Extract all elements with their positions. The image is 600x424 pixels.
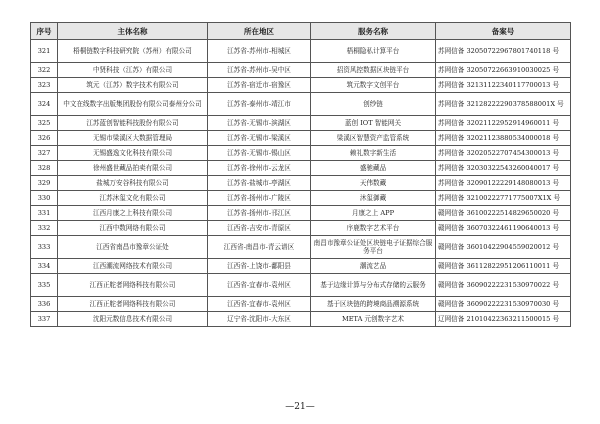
region: 江苏省-无锡市-锡山区 (208, 146, 311, 161)
region: 江苏省-扬州市-广陵区 (208, 191, 311, 206)
record-table (30, 22, 571, 327)
row-index: 334 (31, 259, 58, 274)
table-row (31, 93, 571, 116)
row-index: 331 (31, 206, 58, 221)
table-row (31, 40, 571, 63)
region: 江苏省-苏州市-吴中区 (208, 63, 311, 78)
service-name: 盛驰藏品 (311, 161, 436, 176)
table-row (31, 78, 571, 93)
entity-name: 江西正舵者网络科技有限公司 (58, 297, 208, 312)
service-name: 潮流艺品 (311, 259, 436, 274)
table-row (31, 191, 571, 206)
header-entity: 主体名称 (58, 23, 208, 40)
entity-name: 梧桐链数字科技研究院（苏州）有限公司 (58, 40, 208, 63)
table-row (31, 131, 571, 146)
record-number: 苏网信备 32100222771775007X1X 号 (436, 191, 571, 206)
page-number: —21— (285, 402, 315, 412)
entity-name: 沈阳元数信息技术有限公司 (58, 312, 208, 327)
region: 江苏省-徐州市-云龙区 (208, 161, 311, 176)
table-row (31, 259, 571, 274)
service-name: 招资风控数据区块链平台 (311, 63, 436, 78)
service-name: 月康之上 APP (311, 206, 436, 221)
record-number: 苏网信备 32030322543260040017 号 (436, 161, 571, 176)
service-name: 天伟数藏 (311, 176, 436, 191)
row-index: 330 (31, 191, 58, 206)
row-index: 322 (31, 63, 58, 78)
record-number: 赣网信备 36100222514829650020 号 (436, 206, 571, 221)
entity-name: 盐城万安谷科技有限公司 (58, 176, 208, 191)
table-row (31, 297, 571, 312)
entity-name: 江西月康之上科技有限公司 (58, 206, 208, 221)
record-number: 苏网信备 32050722663910030025 号 (436, 63, 571, 78)
table-row (31, 312, 571, 327)
entity-name: 无锡市梁溪区大数据管理局 (58, 131, 208, 146)
region: 江苏省-宿迁市-宿豫区 (208, 78, 311, 93)
row-index: 325 (31, 116, 58, 131)
table-row (31, 161, 571, 176)
region: 江苏省-盐城市-亭湖区 (208, 176, 311, 191)
table-row (31, 206, 571, 221)
entity-name: 徐州盛世藏品拍卖有限公司 (58, 161, 208, 176)
table-row (31, 221, 571, 236)
record-number: 苏网信备 32020522707454300013 号 (436, 146, 571, 161)
service-name: META 元创数字艺术 (311, 312, 436, 327)
region: 江西省-南昌市-青云谱区 (208, 236, 311, 259)
region: 江西省-吉安市-青原区 (208, 221, 311, 236)
region: 江苏省-苏州市-相城区 (208, 40, 311, 63)
entity-name: 中文在线数字出版集团股份有限公司泰州分公司 (58, 93, 208, 116)
entity-name: 无锡盛逸文化科技有限公司 (58, 146, 208, 161)
entity-name: 江西正舵者网络科技有限公司 (58, 274, 208, 297)
service-name: 梧桐隐私计算平台 (311, 40, 436, 63)
region: 江苏省-无锡市-梁溪区 (208, 131, 311, 146)
region: 江苏省-泰州市-靖江市 (208, 93, 311, 116)
record-number: 苏网信备 32090122229148080013 号 (436, 176, 571, 191)
header-region: 所在地区 (208, 23, 311, 40)
region: 江西省-上饶市-鄱阳县 (208, 259, 311, 274)
region: 辽宁省-沈阳市-大东区 (208, 312, 311, 327)
row-index: 335 (31, 274, 58, 297)
service-name: 序鹿数字艺术平台 (311, 221, 436, 236)
table-row (31, 176, 571, 191)
service-name: 蓝创 IOT 智能网关 (311, 116, 436, 131)
service-name: 南昌市豫章公证处区块链电子证据综合服务平台 (311, 236, 436, 259)
row-index: 332 (31, 221, 58, 236)
table-row (31, 116, 571, 131)
row-index: 337 (31, 312, 58, 327)
region: 江苏省-扬州市-邗江区 (208, 206, 311, 221)
record-number: 苏网信备 32050722967801740118 号 (436, 40, 571, 63)
entity-name: 筑元（江苏）数字技术有限公司 (58, 78, 208, 93)
record-number: 赣网信备 36010422904559020012 号 (436, 236, 571, 259)
row-index: 326 (31, 131, 58, 146)
record-number: 赣网信备 36070322461190640013 号 (436, 221, 571, 236)
record-number: 苏网信备 32128222290378588001X 号 (436, 93, 571, 116)
record-number: 苏网信备 32021122952914960011 号 (436, 116, 571, 131)
record-number: 辽网信备 21010422363211500015 号 (436, 312, 571, 327)
record-number: 赣网信备 36112822951206110011 号 (436, 259, 571, 274)
row-index: 329 (31, 176, 58, 191)
region: 江苏省-无锡市-滨湖区 (208, 116, 311, 131)
table-row (31, 236, 571, 259)
row-index: 327 (31, 146, 58, 161)
row-index: 333 (31, 236, 58, 259)
table-body (31, 40, 571, 327)
service-name: 基于边缘计算与分布式存储的云服务 (311, 274, 436, 297)
service-name: 赖礼数字新生活 (311, 146, 436, 161)
entity-name: 中贤科技（江苏）有限公司 (58, 63, 208, 78)
table-header-row (31, 23, 571, 40)
table-row (31, 63, 571, 78)
service-name: 筑元数字文创平台 (311, 78, 436, 93)
service-name: 基于区块链的跨境商品溯源系统 (311, 297, 436, 312)
row-index: 328 (31, 161, 58, 176)
service-name: 梁溪区智慧资产监管系统 (311, 131, 436, 146)
entity-name: 江西省南昌市豫章公证处 (58, 236, 208, 259)
header-index: 序号 (31, 23, 58, 40)
record-number: 苏网信备 32021123880534000018 号 (436, 131, 571, 146)
record-number: 赣网信备 36090222231530970030 号 (436, 297, 571, 312)
service-name: 创纱链 (311, 93, 436, 116)
region: 江西省-宜春市-袁州区 (208, 274, 311, 297)
row-index: 324 (31, 93, 58, 116)
table-row (31, 146, 571, 161)
header-record: 备案号 (436, 23, 571, 40)
row-index: 321 (31, 40, 58, 63)
entity-name: 江西中数网络有限公司 (58, 221, 208, 236)
record-number: 苏网信备 32131122340117700013 号 (436, 78, 571, 93)
record-number: 赣网信备 36090222231530970022 号 (436, 274, 571, 297)
region: 江西省-宜春市-袁州区 (208, 297, 311, 312)
service-name: 沐玺御藏 (311, 191, 436, 206)
entity-name: 江苏蓝创智能科技股份有限公司 (58, 116, 208, 131)
table-row (31, 274, 571, 297)
row-index: 336 (31, 297, 58, 312)
entity-name: 江西潮流网络技术有限公司 (58, 259, 208, 274)
row-index: 323 (31, 78, 58, 93)
entity-name: 江苏沐玺文化有限公司 (58, 191, 208, 206)
header-service: 服务名称 (311, 23, 436, 40)
